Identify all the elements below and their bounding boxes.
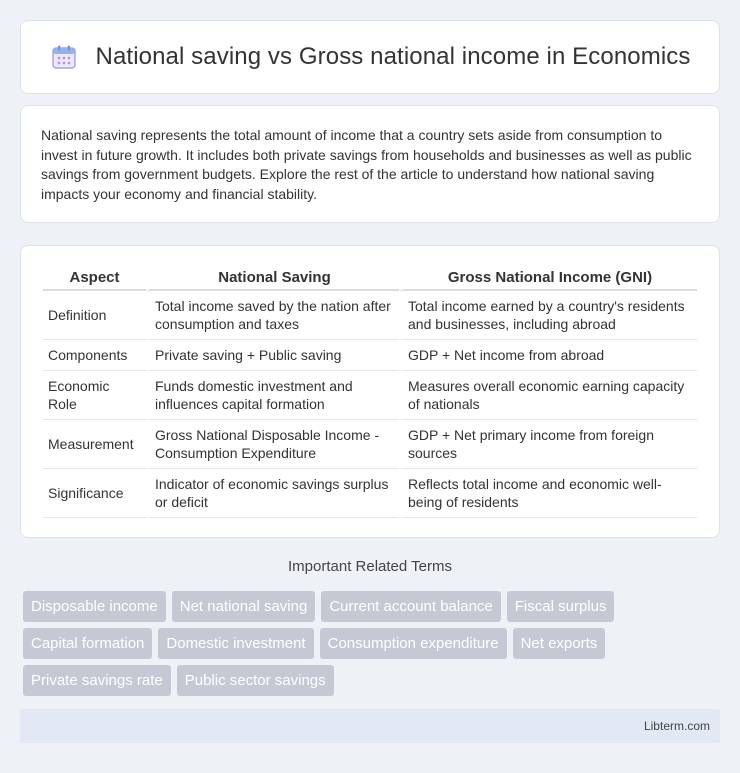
related-terms-title: Important Related Terms xyxy=(288,558,452,575)
row-aspect: Measurement xyxy=(43,420,146,469)
tag-capital-formation[interactable]: Capital formation xyxy=(23,628,152,659)
table-row xyxy=(43,420,697,469)
row-gni: Measures overall economic earning capacity of nationals xyxy=(399,371,697,420)
tag-net-exports[interactable]: Net exports xyxy=(513,628,606,659)
intro-card xyxy=(20,105,720,223)
row-gni: GDP + Net primary income from foreign sources xyxy=(399,420,697,469)
column-header-national-saving: National Saving xyxy=(146,266,399,291)
row-aspect: Significance xyxy=(43,469,146,518)
table-header-row xyxy=(43,266,697,291)
row-gni: Total income earned by a country's residents and businesses, including abroad xyxy=(399,291,697,340)
tag-public-sector-savings[interactable]: Public sector savings xyxy=(177,665,334,696)
tag-disposable-income[interactable]: Disposable income xyxy=(23,591,166,622)
column-header-aspect: Aspect xyxy=(43,266,146,291)
comparison-card xyxy=(20,245,720,538)
tag-domestic-investment[interactable]: Domestic investment xyxy=(158,628,313,659)
row-gni: GDP + Net income from abroad xyxy=(399,340,697,371)
table-row xyxy=(43,291,697,340)
comparison-table xyxy=(43,266,697,518)
intro-paragraph: National saving represents the total amount of income that a country sets aside from consumption to invest in future growth. It includes both private savings from households and businesses as well as public savings from government budgets. Explore the rest of the article to understand how national saving impacts your economy and financial stability. xyxy=(41,127,692,202)
table-row xyxy=(43,371,697,420)
table-row xyxy=(43,340,697,371)
row-national-saving: Private saving + Public saving xyxy=(146,340,399,371)
tag-private-savings-rate[interactable]: Private savings rate xyxy=(23,665,171,696)
page-title: National saving vs Gross national income in Economics xyxy=(95,43,691,70)
column-header-gni: Gross National Income (GNI) xyxy=(399,266,697,291)
footer-source-link[interactable]: Libterm.com xyxy=(643,719,710,733)
row-gni: Reflects total income and economic well-being of residents xyxy=(399,469,697,518)
row-aspect: Components xyxy=(43,340,146,371)
footer-bar xyxy=(20,709,720,743)
tag-current-account-balance[interactable]: Current account balance xyxy=(321,591,500,622)
tag-consumption-expenditure[interactable]: Consumption expenditure xyxy=(320,628,507,659)
header-card xyxy=(20,20,720,94)
row-aspect: Economic Role xyxy=(43,371,146,420)
related-terms-list xyxy=(23,591,723,702)
tag-net-national-saving[interactable]: Net national saving xyxy=(172,591,316,622)
table-row xyxy=(43,469,697,518)
row-national-saving: Indicator of economic savings surplus or deficit xyxy=(146,469,399,518)
row-national-saving: Gross National Disposable Income - Consumption Expenditure xyxy=(146,420,399,469)
row-aspect: Definition xyxy=(43,291,146,340)
tag-fiscal-surplus[interactable]: Fiscal surplus xyxy=(507,591,615,622)
calendar-icon xyxy=(50,43,78,71)
row-national-saving: Total income saved by the nation after consumption and taxes xyxy=(146,291,399,340)
row-national-saving: Funds domestic investment and influences capital formation xyxy=(146,371,399,420)
